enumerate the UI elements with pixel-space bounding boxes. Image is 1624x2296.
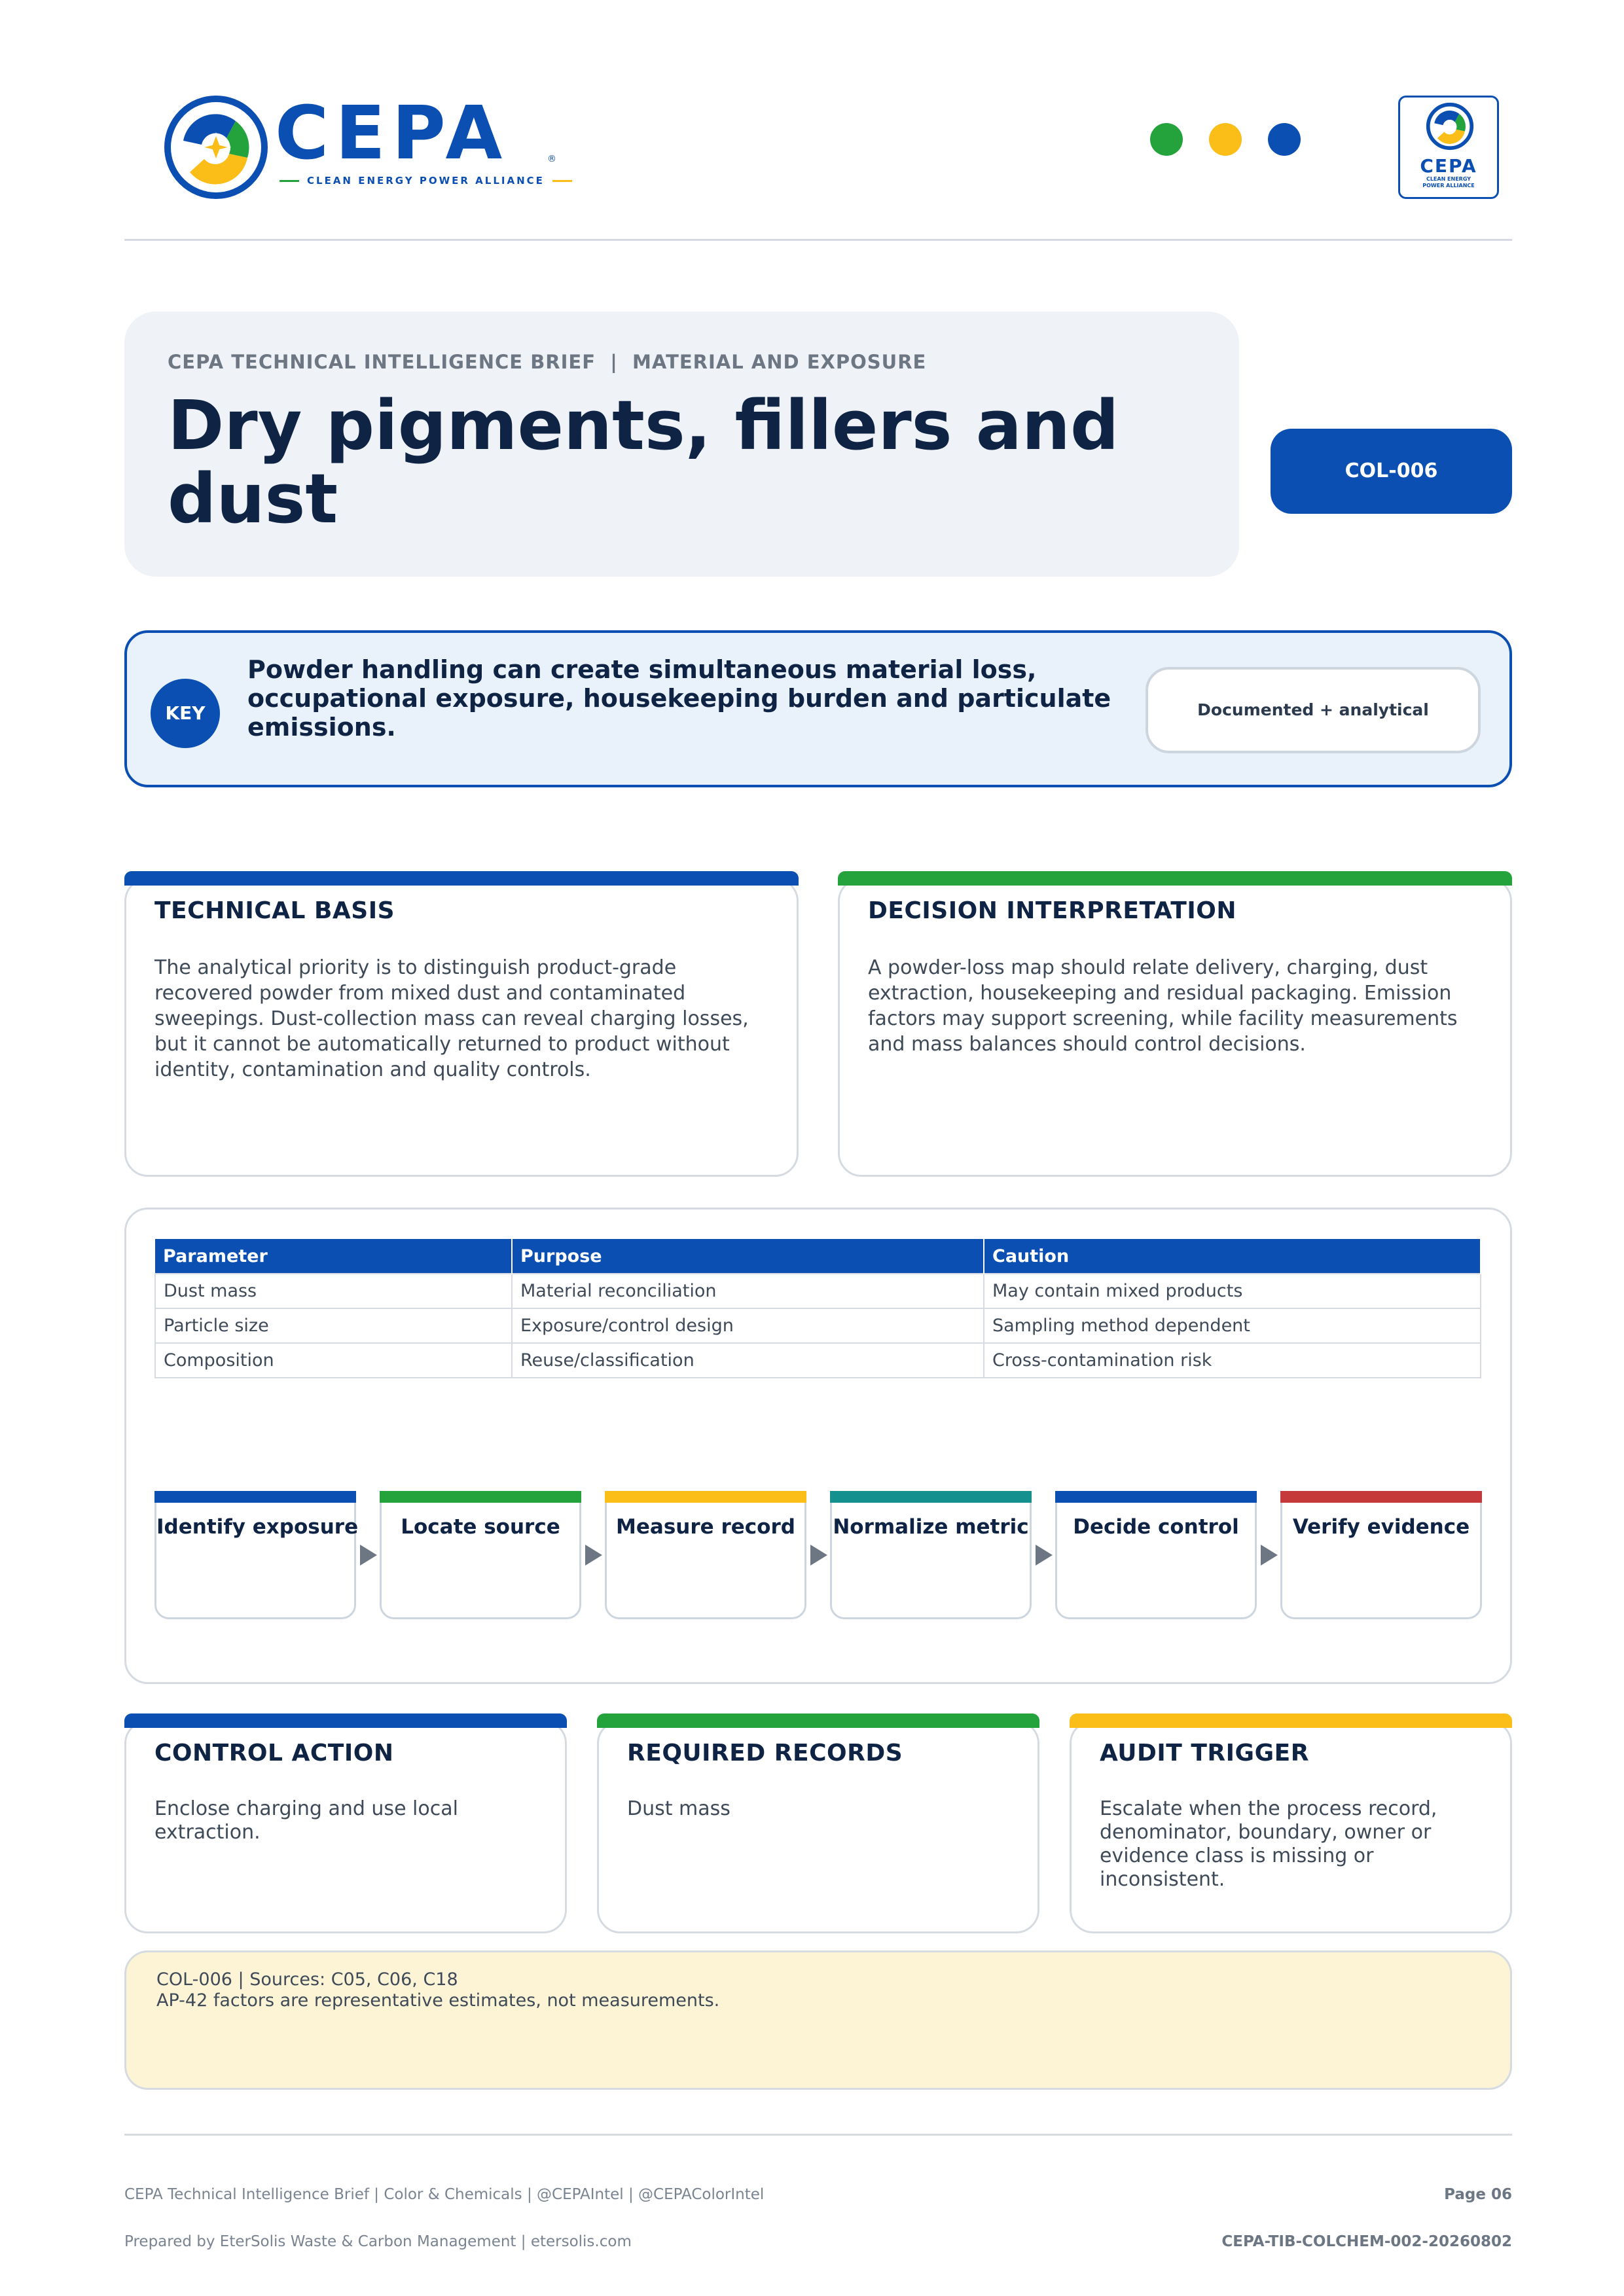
- table-cell: Composition: [155, 1343, 512, 1378]
- source-note: [124, 1950, 1512, 2090]
- title-panel: [124, 312, 1239, 577]
- process-step-locate: [380, 1491, 581, 1619]
- source-note-line-1: COL-006 | Sources: C05, C06, C18: [156, 1969, 458, 1990]
- step-accent-bar: [830, 1491, 1032, 1503]
- footer-prepared-by: Prepared by EterSolis Waste & Carbon Management | etersolis.com: [124, 2233, 632, 2250]
- badge-emblem-icon: [1425, 101, 1475, 151]
- decision-interpretation-body: A powder-loss map should relate delivery, charging, dust extraction, housekeeping and residual packaging. Emission factors may support screening, while facility measurements and mass balances should control decisions.: [868, 956, 1458, 1056]
- control-action-body: Enclose charging and use local extraction.: [154, 1797, 458, 1844]
- step-label: Normalize metric: [833, 1515, 1029, 1539]
- step-accent-bar: [154, 1491, 356, 1503]
- table-cell: Dust mass: [155, 1274, 512, 1308]
- audit-trigger-body: Escalate when the process record, denominator, boundary, owner or evidence class is missing or inconsistent.: [1100, 1797, 1437, 1891]
- process-step-verify: [1280, 1491, 1482, 1619]
- technical-basis-accent-bar: [124, 871, 799, 886]
- page-title: Dry pigments, fillers and dust: [168, 386, 1119, 539]
- footer-publication: CEPA Technical Intelligence Brief | Color & Chemicals | @CEPAIntel | @CEPAColorIntel: [124, 2186, 765, 2203]
- table-header-row: [155, 1239, 1481, 1274]
- audit-trigger-heading: AUDIT TRIGGER: [1100, 1740, 1309, 1767]
- yellow-dot: [1209, 123, 1242, 156]
- process-step-decide: [1055, 1491, 1257, 1619]
- control-action-accent-bar: [124, 1713, 567, 1728]
- required-records-card: [597, 1713, 1039, 1933]
- step-label: Identify exposure: [156, 1515, 359, 1539]
- step-accent-bar: [1055, 1491, 1257, 1503]
- header-divider: [124, 239, 1512, 241]
- table-header-cell: Caution: [984, 1239, 1481, 1274]
- decision-interpretation-card: [838, 871, 1512, 1177]
- table-row: [155, 1343, 1481, 1378]
- step-label: Decide control: [1073, 1515, 1239, 1539]
- key-message: Powder handling can create simultaneous material loss, occupational exposure, housekeeping burden and particulate emissions.: [247, 655, 1111, 742]
- green-dot: [1150, 123, 1183, 156]
- step-arrow-icon: [585, 1545, 602, 1566]
- cepa-emblem-icon: [164, 95, 268, 200]
- step-arrow-icon: [360, 1545, 377, 1566]
- technical-basis-card: [124, 871, 799, 1177]
- badge-wordmark: CEPA: [1420, 155, 1477, 177]
- step-accent-bar: [380, 1491, 581, 1503]
- cepa-logo: [164, 91, 563, 200]
- decision-interpretation-accent-bar: [838, 871, 1512, 886]
- decision-interpretation-heading: DECISION INTERPRETATION: [868, 897, 1236, 924]
- step-accent-bar: [605, 1491, 806, 1503]
- table-cell: Cross-contamination risk: [984, 1343, 1481, 1378]
- badge-tagline: [1400, 176, 1497, 189]
- technical-basis-heading: TECHNICAL BASIS: [154, 897, 395, 924]
- page-number: Page 06: [1444, 2186, 1512, 2203]
- audit-trigger-card: [1070, 1713, 1512, 1933]
- document-code-badge: COL-006: [1271, 429, 1512, 514]
- audit-trigger-accent-bar: [1070, 1713, 1512, 1728]
- cepa-badge: [1398, 96, 1499, 199]
- table-cell: Sampling method dependent: [984, 1308, 1481, 1343]
- registered-mark: ®: [547, 154, 556, 164]
- footer-divider: [124, 2134, 1512, 2136]
- logo-tagline: CLEAN ENERGY POWER ALLIANCE: [272, 175, 560, 187]
- key-badge: KEY: [151, 679, 220, 748]
- key-message-box: [124, 630, 1512, 787]
- required-records-body: Dust mass: [627, 1797, 731, 1820]
- parameter-table: [154, 1239, 1481, 1378]
- table-cell: May contain mixed products: [984, 1274, 1481, 1308]
- technical-basis-body: The analytical priority is to distinguish product-grade recovered powder from mixed dust and contaminated sweepings. Dust-collection mass can reveal charging losses, but it cannot be automatically returned to product without identity, contamination and quality controls.: [154, 956, 749, 1081]
- control-action-heading: CONTROL ACTION: [154, 1740, 394, 1767]
- table-header-cell: Purpose: [512, 1239, 984, 1274]
- document-id: CEPA-TIB-COLCHEM-002-20260802: [1221, 2233, 1512, 2250]
- control-action-card: [124, 1713, 567, 1933]
- process-step-normalize: [830, 1491, 1032, 1619]
- logo-wordmark: CEPA: [275, 91, 509, 176]
- step-arrow-icon: [1036, 1545, 1053, 1566]
- step-label: Locate source: [401, 1515, 560, 1539]
- blue-dot: [1268, 123, 1301, 156]
- source-note-line-2: AP-42 factors are representative estimates, not measurements.: [156, 1990, 720, 2011]
- required-records-heading: REQUIRED RECORDS: [627, 1740, 903, 1767]
- step-accent-bar: [1280, 1491, 1482, 1503]
- step-arrow-icon: [810, 1545, 827, 1566]
- table-row: [155, 1308, 1481, 1343]
- page-kicker: CEPA TECHNICAL INTELLIGENCE BRIEF | MATERIAL AND EXPOSURE: [168, 351, 927, 373]
- table-cell: Exposure/control design: [512, 1308, 984, 1343]
- process-step-measure: [605, 1491, 806, 1619]
- step-arrow-icon: [1261, 1545, 1278, 1566]
- step-label: Verify evidence: [1292, 1515, 1470, 1539]
- process-step-identify: [154, 1491, 359, 1619]
- evidence-class-pill: Documented + analytical: [1146, 667, 1481, 753]
- table-cell: Reuse/classification: [512, 1343, 984, 1378]
- table-row: [155, 1274, 1481, 1308]
- table-cell: Particle size: [155, 1308, 512, 1343]
- badge-tagline-line-1: CLEAN ENERGY: [1426, 176, 1471, 182]
- required-records-accent-bar: [597, 1713, 1039, 1728]
- step-label: Measure record: [616, 1515, 795, 1539]
- badge-tagline-line-2: POWER ALLIANCE: [1422, 183, 1475, 188]
- table-header-cell: Parameter: [155, 1239, 512, 1274]
- table-cell: Material reconciliation: [512, 1274, 984, 1308]
